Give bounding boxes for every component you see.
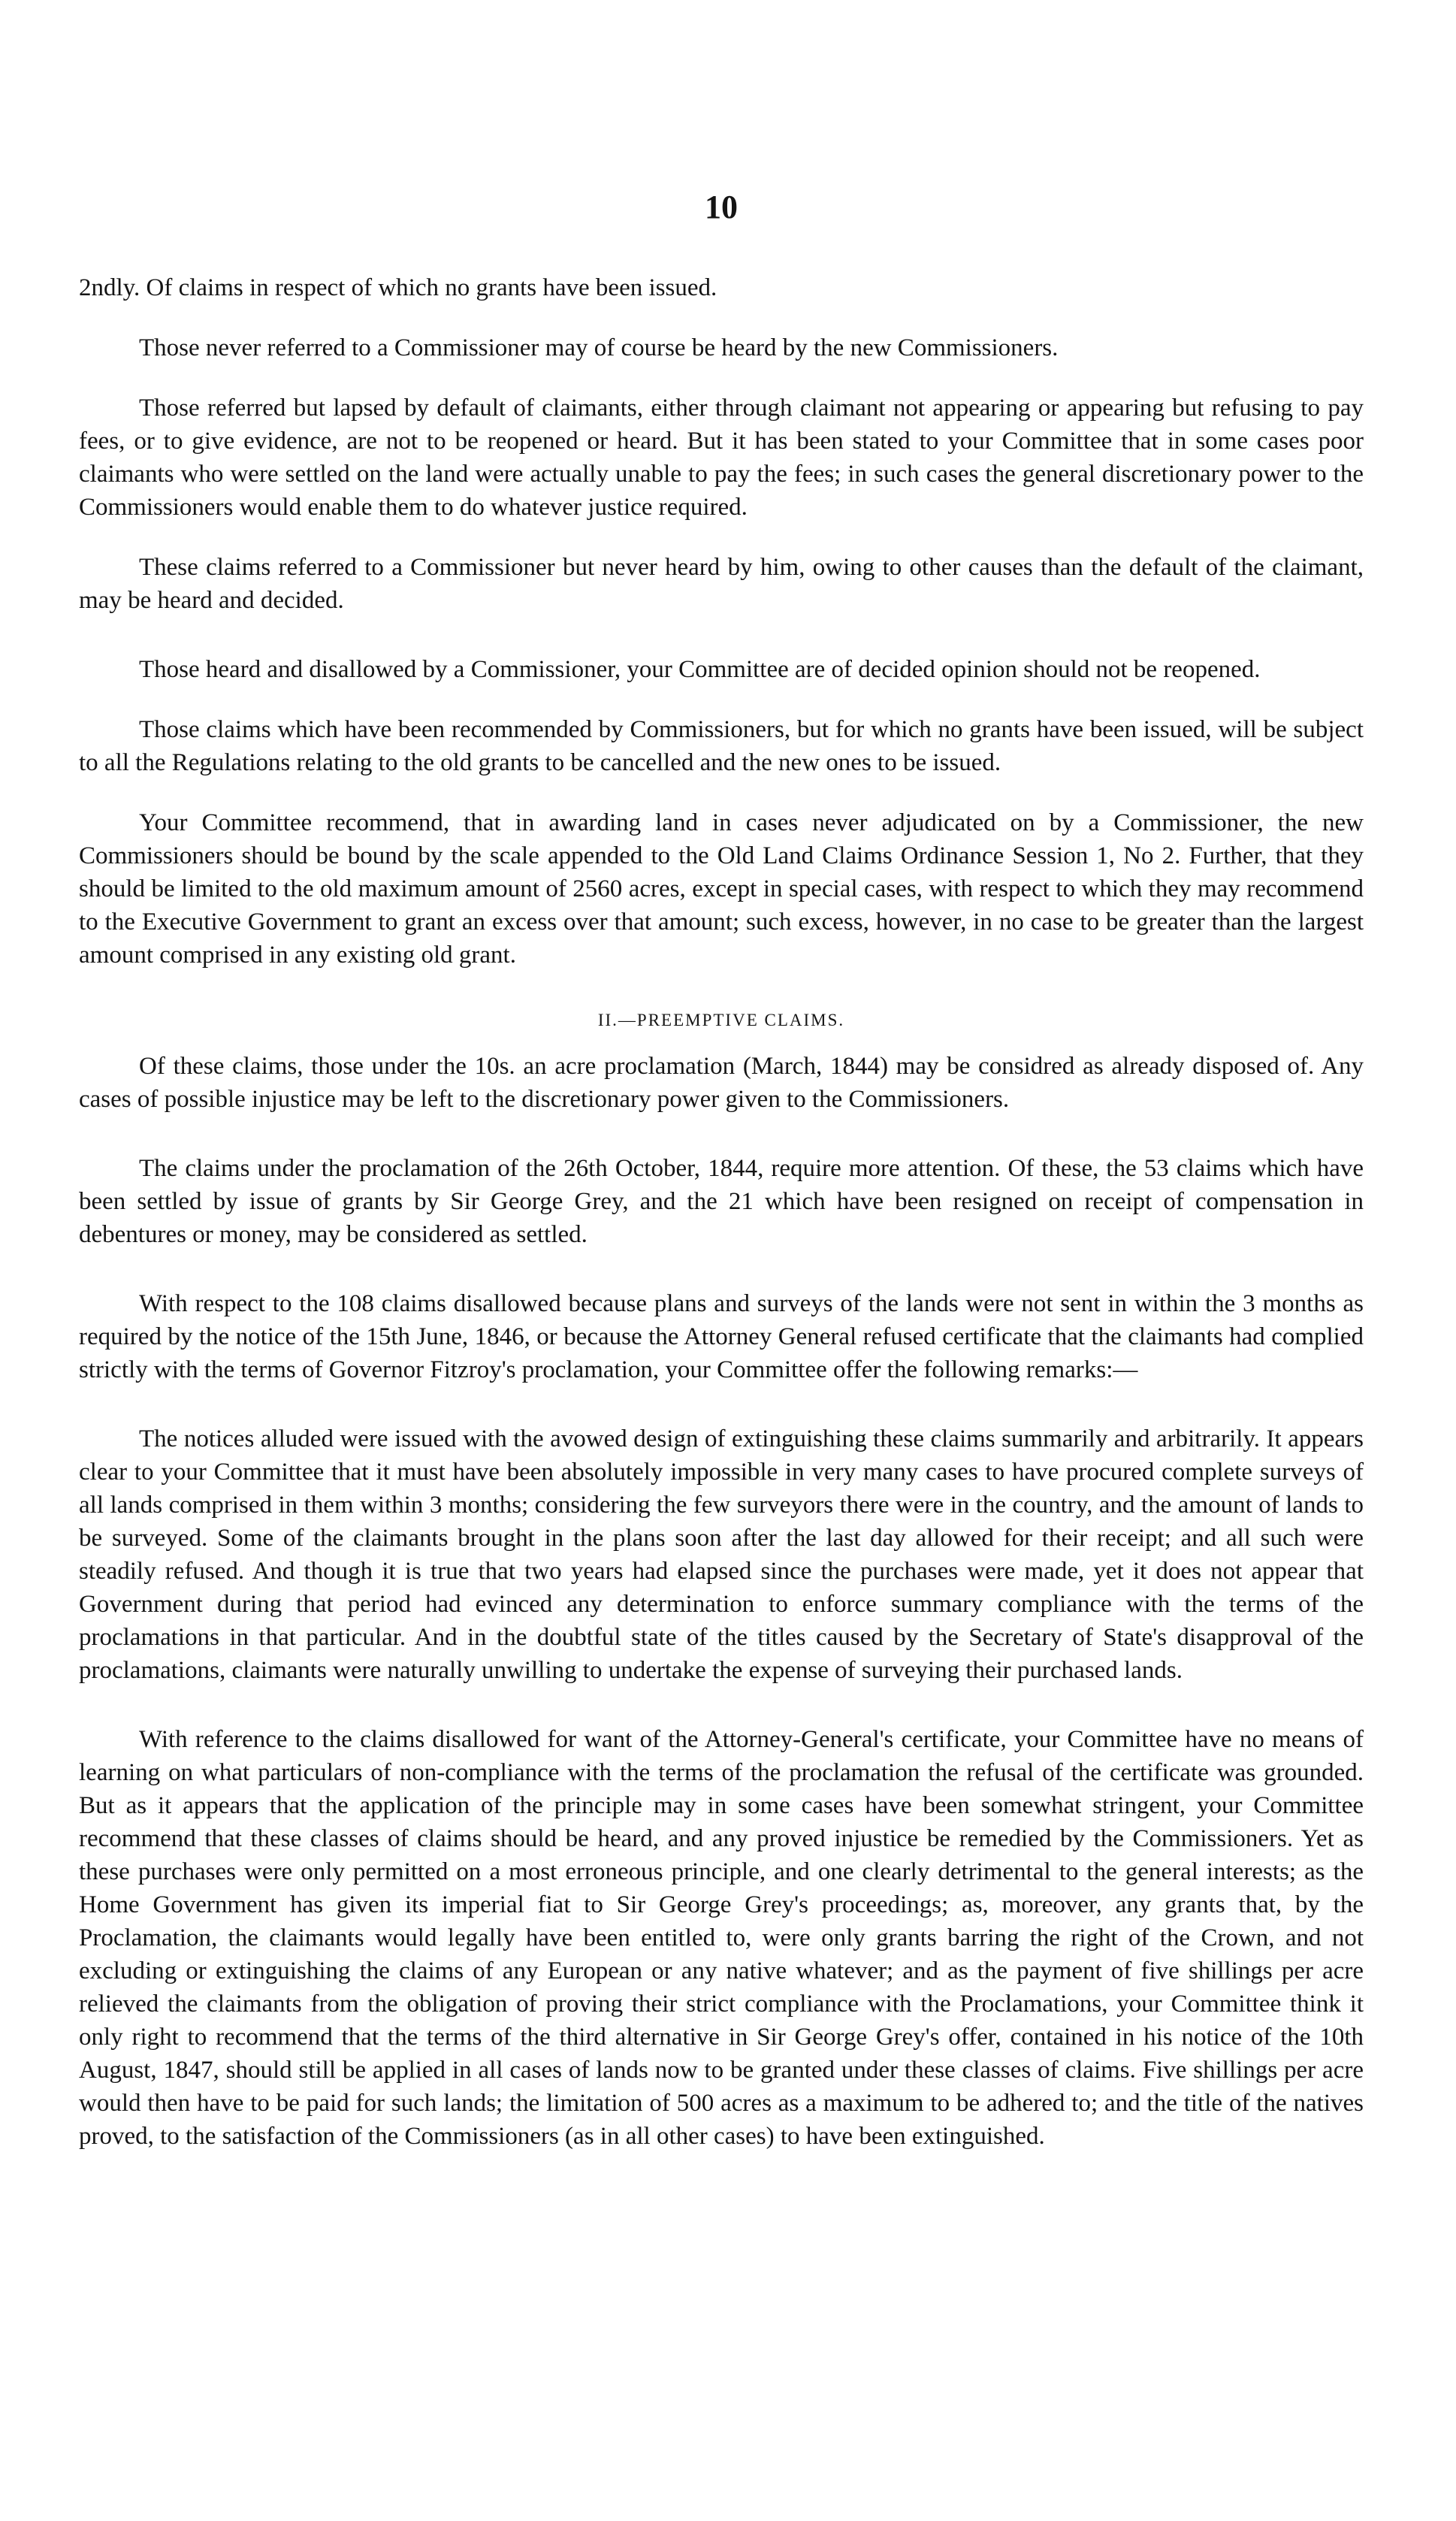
section-heading: II.—PREEMPTIVE CLAIMS. [597,1011,845,1029]
paragraph: Those referred but lapsed by default of claimants, either through claimant not appearing or appearing but refusing to pay fees, or to give evidence, are not to be reopened or heard. But it has been stated to your Committee that in some cases poor claimants who were settled on the land were actually unable to pay the fees; in such cases the general discretionary power to the Commissioners would enable them to do whatever justice required. [79,394,1364,521]
paragraph: With reference to the claims disallowed for want of the Attorney-General's certificate, your Committee have no means of learning on what particulars of non-compliance with the terms of the proclamation the refusal of the certificate was grounded. But as it appears that the application of the principle may in some cases have been somewhat stringent, your Committee recommend that these classes of claims should be heard, and any proved injustice be remedied by the Commissioners. Yet as these purchases were only permitted on a most erroneous principle, and one clearly detrimental to the general interests; as the Home Government has given its imperial fiat to Sir George Grey's proceedings; as, moreover, any grants that, by the Proclamation, the claimants would legally have been entitled to, were only grants barring the right of the Crown, and not excluding or extinguishing the claims of any European or any native whatever; and as the payment of five shillings per acre relieved the claimants from the obligation of proving their strict compliance with the Proclamations, your Committee think it only right to recommend that the terms of the third alternative in Sir George Grey's offer, contained in his notice of the 10th August, 1847, should still be applied in all cases of lands now to be granted under these classes of claims. Five shillings per acre would then have to be paid for such lands; the limitation of 500 acres as a maximum to be adhered to; and the title of the natives proved, to the satisfaction of the Commissioners (as in all other cases) to have been extinguished. [79,1726,1364,2150]
section-intro: 2ndly. Of claims in respect of which no grants have been issued. [79,274,717,301]
paragraph: Those never referred to a Commissioner may of course be heard by the new Commissioners. [139,334,1059,361]
paragraph: With respect to the 108 claims disallowed because plans and surveys of the lands were not sent in within the 3 months as required by the notice of the 15th June, 1846, or because the Attorney General refused certificate that the claimants had complied strictly with the terms of Governor Fitzroy's proclamation, your Committee offer the following remarks:— [79,1290,1364,1383]
paragraph: The notices alluded were issued with the avowed design of extinguishing these claims summarily and arbitrarily. It appears clear to your Committee that it must have been absolutely impossible in very many cases to have procured complete surveys of all lands comprised in them within 3 months; considering the few surveyors there were in the country, and the amount of lands to be surveyed. Some of the claimants brought in the plans soon after the last day allowed for their receipt; and all such were steadily refused. And though it is true that two years had elapsed since the purchases were made, yet it does not appear that Government during that period had evinced any determination to enforce summary compliance with the terms of the proclamations in that particular. And in the doubtful state of the titles caused by the Secretary of State's disapproval of the proclamations, claimants were naturally unwilling to undertake the expense of surveying their purchased lands. [79,1425,1364,1684]
paragraph: Those claims which have been recommended by Commissioners, but for which no grants have been issued, will be subject to all the Regulations relating to the old grants to be cancelled and the new ones to be issued. [79,716,1364,776]
paragraph: Those heard and disallowed by a Commissioner, your Committee are of decided opinion should not be reopened. [139,656,1261,683]
document-page [79,188,1364,2153]
paragraph: Of these claims, those under the 10s. an acre proclamation (March, 1844) may be considred as already disposed of. Any cases of possible injustice may be left to the discretionary power given to the Commissioners. [79,1053,1364,1113]
page-number: 10 [705,189,738,225]
paragraph: The claims under the proclamation of the 26th October, 1844, require more attention. Of these, the 53 claims which have been settled by issue of grants by Sir George Grey, and the 21 which have been resigned on receipt of compensation in debentures or money, may be considered as settled. [79,1155,1364,1248]
paragraph: Your Committee recommend, that in awarding land in cases never adjudicated on by a Commissioner, the new Commissioners should be bound by the scale appended to the Old Land Claims Ordinance Session 1, No 2. Further, that they should be limited to the old maximum amount of 2560 acres, except in special cases, with respect to which they may recommend to the Executive Government to grant an excess over that amount; such excess, however, in no case to be greater than the largest amount comprised in any existing old grant. [79,809,1364,969]
paragraph: These claims referred to a Commissioner but never heard by him, owing to other causes than the default of the claimant, may be heard and decided. [79,554,1364,614]
